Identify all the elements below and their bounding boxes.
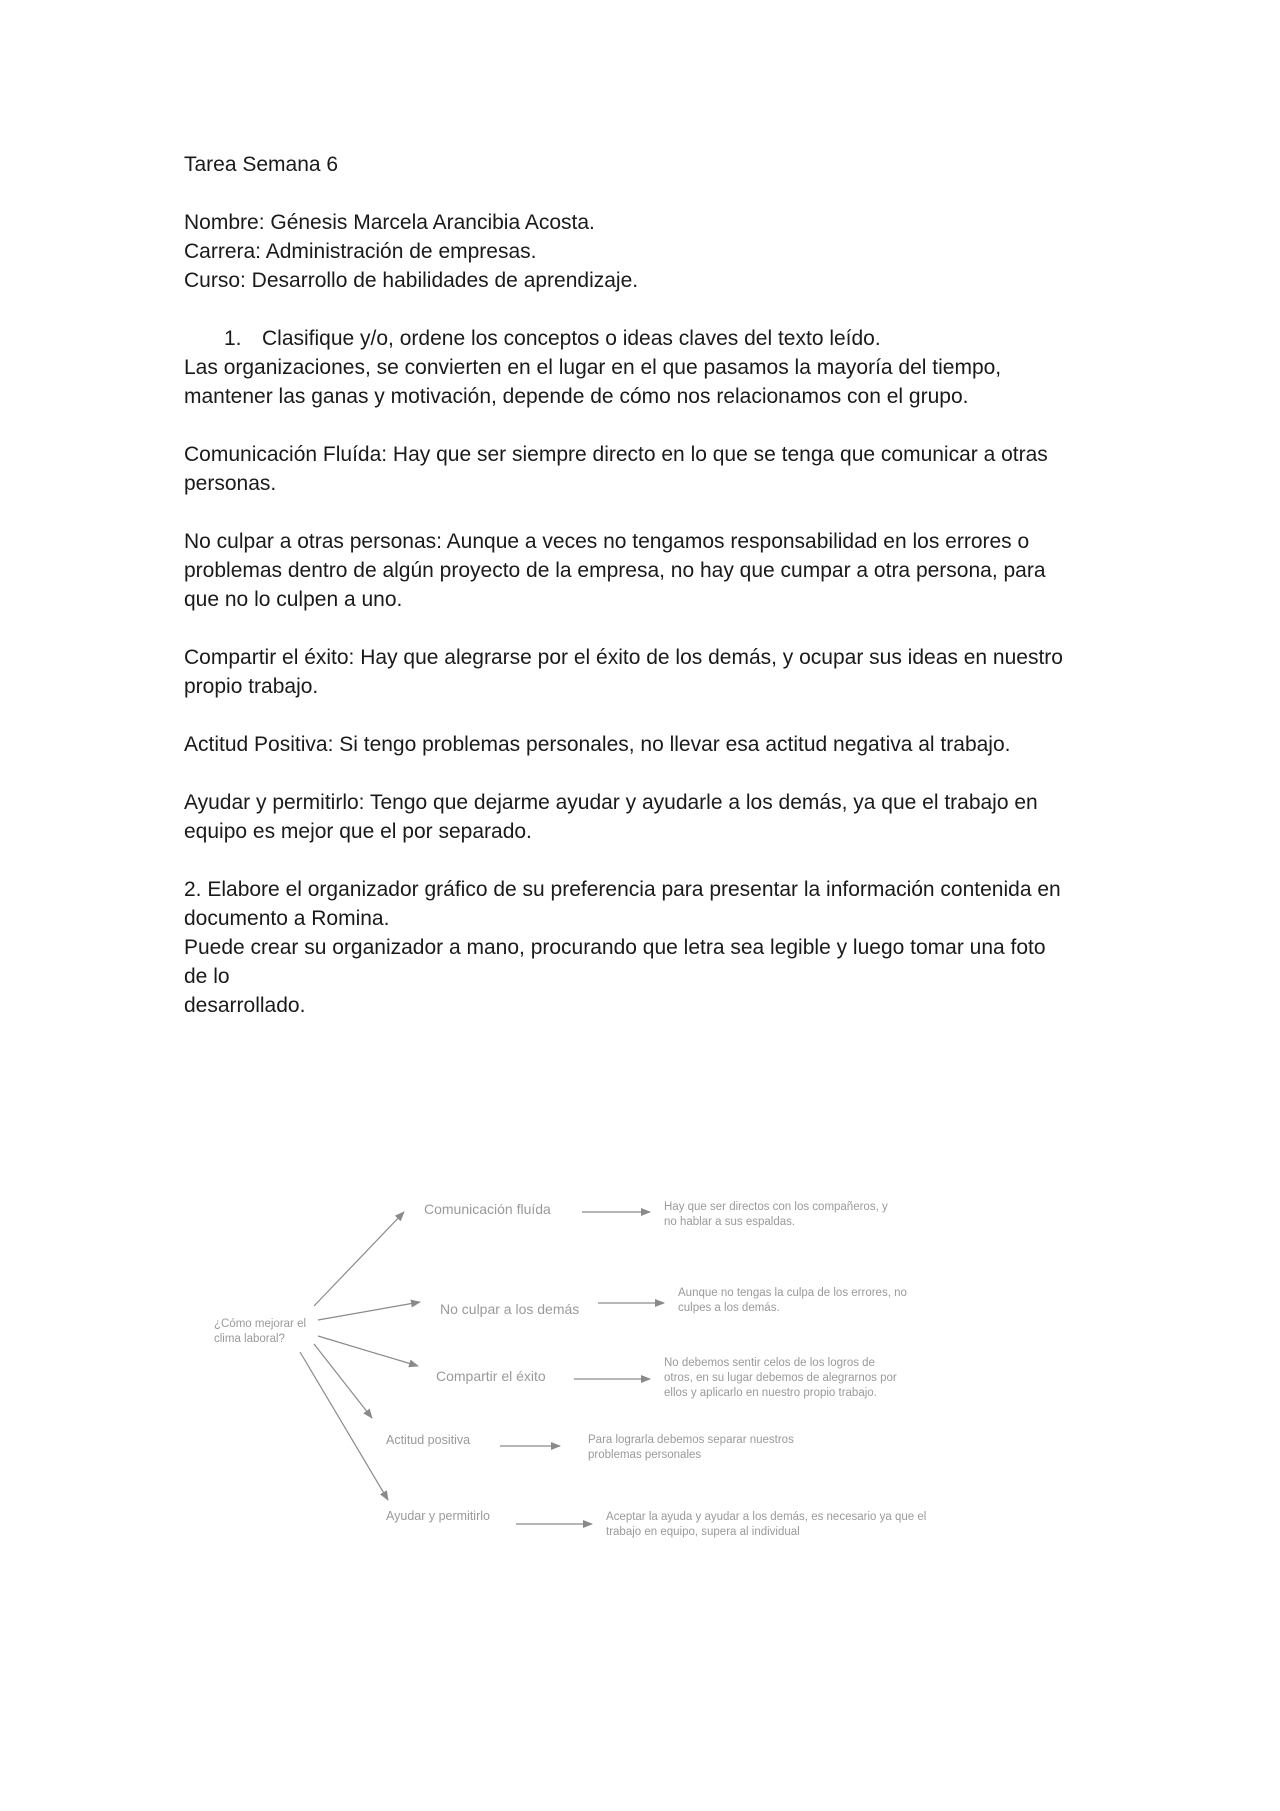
question-2-line: Puede crear su organizador a mano, procurando que letra sea legible y luego tomar una foto — [184, 936, 1046, 959]
organizer-description: ellos y aplicarlo en nuestro propio trabajo. — [664, 1387, 877, 1399]
branch-arrow — [318, 1336, 418, 1366]
organizer-description: Para lograrla debemos separar nuestros — [588, 1434, 794, 1446]
organizer-description: problemas personales — [588, 1449, 702, 1461]
concept-line: equipo es mejor que el por separado. — [184, 820, 532, 843]
question-2-line: de lo — [184, 965, 230, 988]
organizer-description: Aceptar la ayuda y ayudar a los demás, es necesario ya que el — [606, 1511, 927, 1523]
document-title: Tarea Semana 6 — [184, 153, 339, 176]
branch-arrow — [318, 1302, 420, 1320]
concept-line: propio trabajo. — [184, 675, 319, 698]
student-course: Curso: Desarrollo de habilidades de aprendizaje. — [184, 269, 639, 292]
student-name: Nombre: Génesis Marcela Arancibia Acosta. — [184, 211, 595, 234]
concept-line: Actitud Positiva: Si tengo problemas personales, no llevar esa actitud negativa al trabajo. — [184, 733, 1011, 756]
organizer-node-label: Compartir el éxito — [436, 1368, 546, 1384]
organizer-description: no hablar a sus espaldas. — [664, 1216, 796, 1228]
question-2-line: desarrollado. — [184, 994, 306, 1017]
concept-line: No culpar a otras personas: Aunque a veces no tengamos responsabilidad en los errores o — [184, 530, 1030, 553]
intro-line: Las organizaciones, se convierten en el lugar en el que pasamos la mayoría del tiempo, — [184, 356, 1002, 379]
organizer-description: otros, en su lugar debemos de alegrarnos por — [664, 1372, 897, 1384]
intro-line: mantener las ganas y motivación, depende de cómo nos relacionamos con el grupo. — [184, 385, 969, 408]
branch-arrow — [314, 1212, 404, 1306]
question-1-number: 1. — [224, 327, 242, 350]
student-career: Carrera: Administración de empresas. — [184, 240, 537, 263]
organizer-center-label: ¿Cómo mejorar el — [214, 1318, 307, 1330]
organizer-center-label: clima laboral? — [214, 1333, 285, 1345]
organizer-node-label: No culpar a los demás — [440, 1301, 580, 1317]
question-2-line: documento a Romina. — [184, 907, 390, 930]
organizer-description: Hay que ser directos con los compañeros, y — [664, 1201, 888, 1213]
organizer-description: No debemos sentir celos de los logros de — [664, 1357, 875, 1369]
concept-line: que no lo culpen a uno. — [184, 588, 403, 611]
organizer-node-label: Comunicación fluída — [424, 1201, 551, 1217]
concept-line: problemas dentro de algún proyecto de la empresa, no hay que cumpar a otra persona, para — [184, 559, 1046, 582]
branch-arrow — [300, 1352, 388, 1500]
concept-line: personas. — [184, 472, 277, 495]
concept-line: Ayudar y permitirlo: Tengo que dejarme ayudar y ayudarle a los demás, ya que el trabajo en — [184, 791, 1038, 814]
organizer-node-label: Ayudar y permitirlo — [386, 1509, 490, 1523]
branch-arrow — [314, 1344, 372, 1418]
organizer-node-label: Actitud positiva — [386, 1433, 471, 1447]
concept-line: Comunicación Fluída: Hay que ser siempre directo en lo que se tenga que comunicar a otras — [184, 443, 1048, 466]
organizer-description: Aunque no tengas la culpa de los errores, no — [678, 1287, 907, 1299]
question-2-line: 2. Elabore el organizador gráfico de su preferencia para presentar la información contenida en — [184, 878, 1061, 901]
organizer-description: culpes a los demás. — [678, 1302, 780, 1314]
organizer-description: trabajo en equipo, supera al individual — [606, 1526, 800, 1538]
concept-line: Compartir el éxito: Hay que alegrarse por el éxito de los demás, y ocupar sus ideas en nuestro — [184, 646, 1063, 669]
question-1-text: Clasifique y/o, ordene los conceptos o ideas claves del texto leído. — [262, 327, 881, 350]
